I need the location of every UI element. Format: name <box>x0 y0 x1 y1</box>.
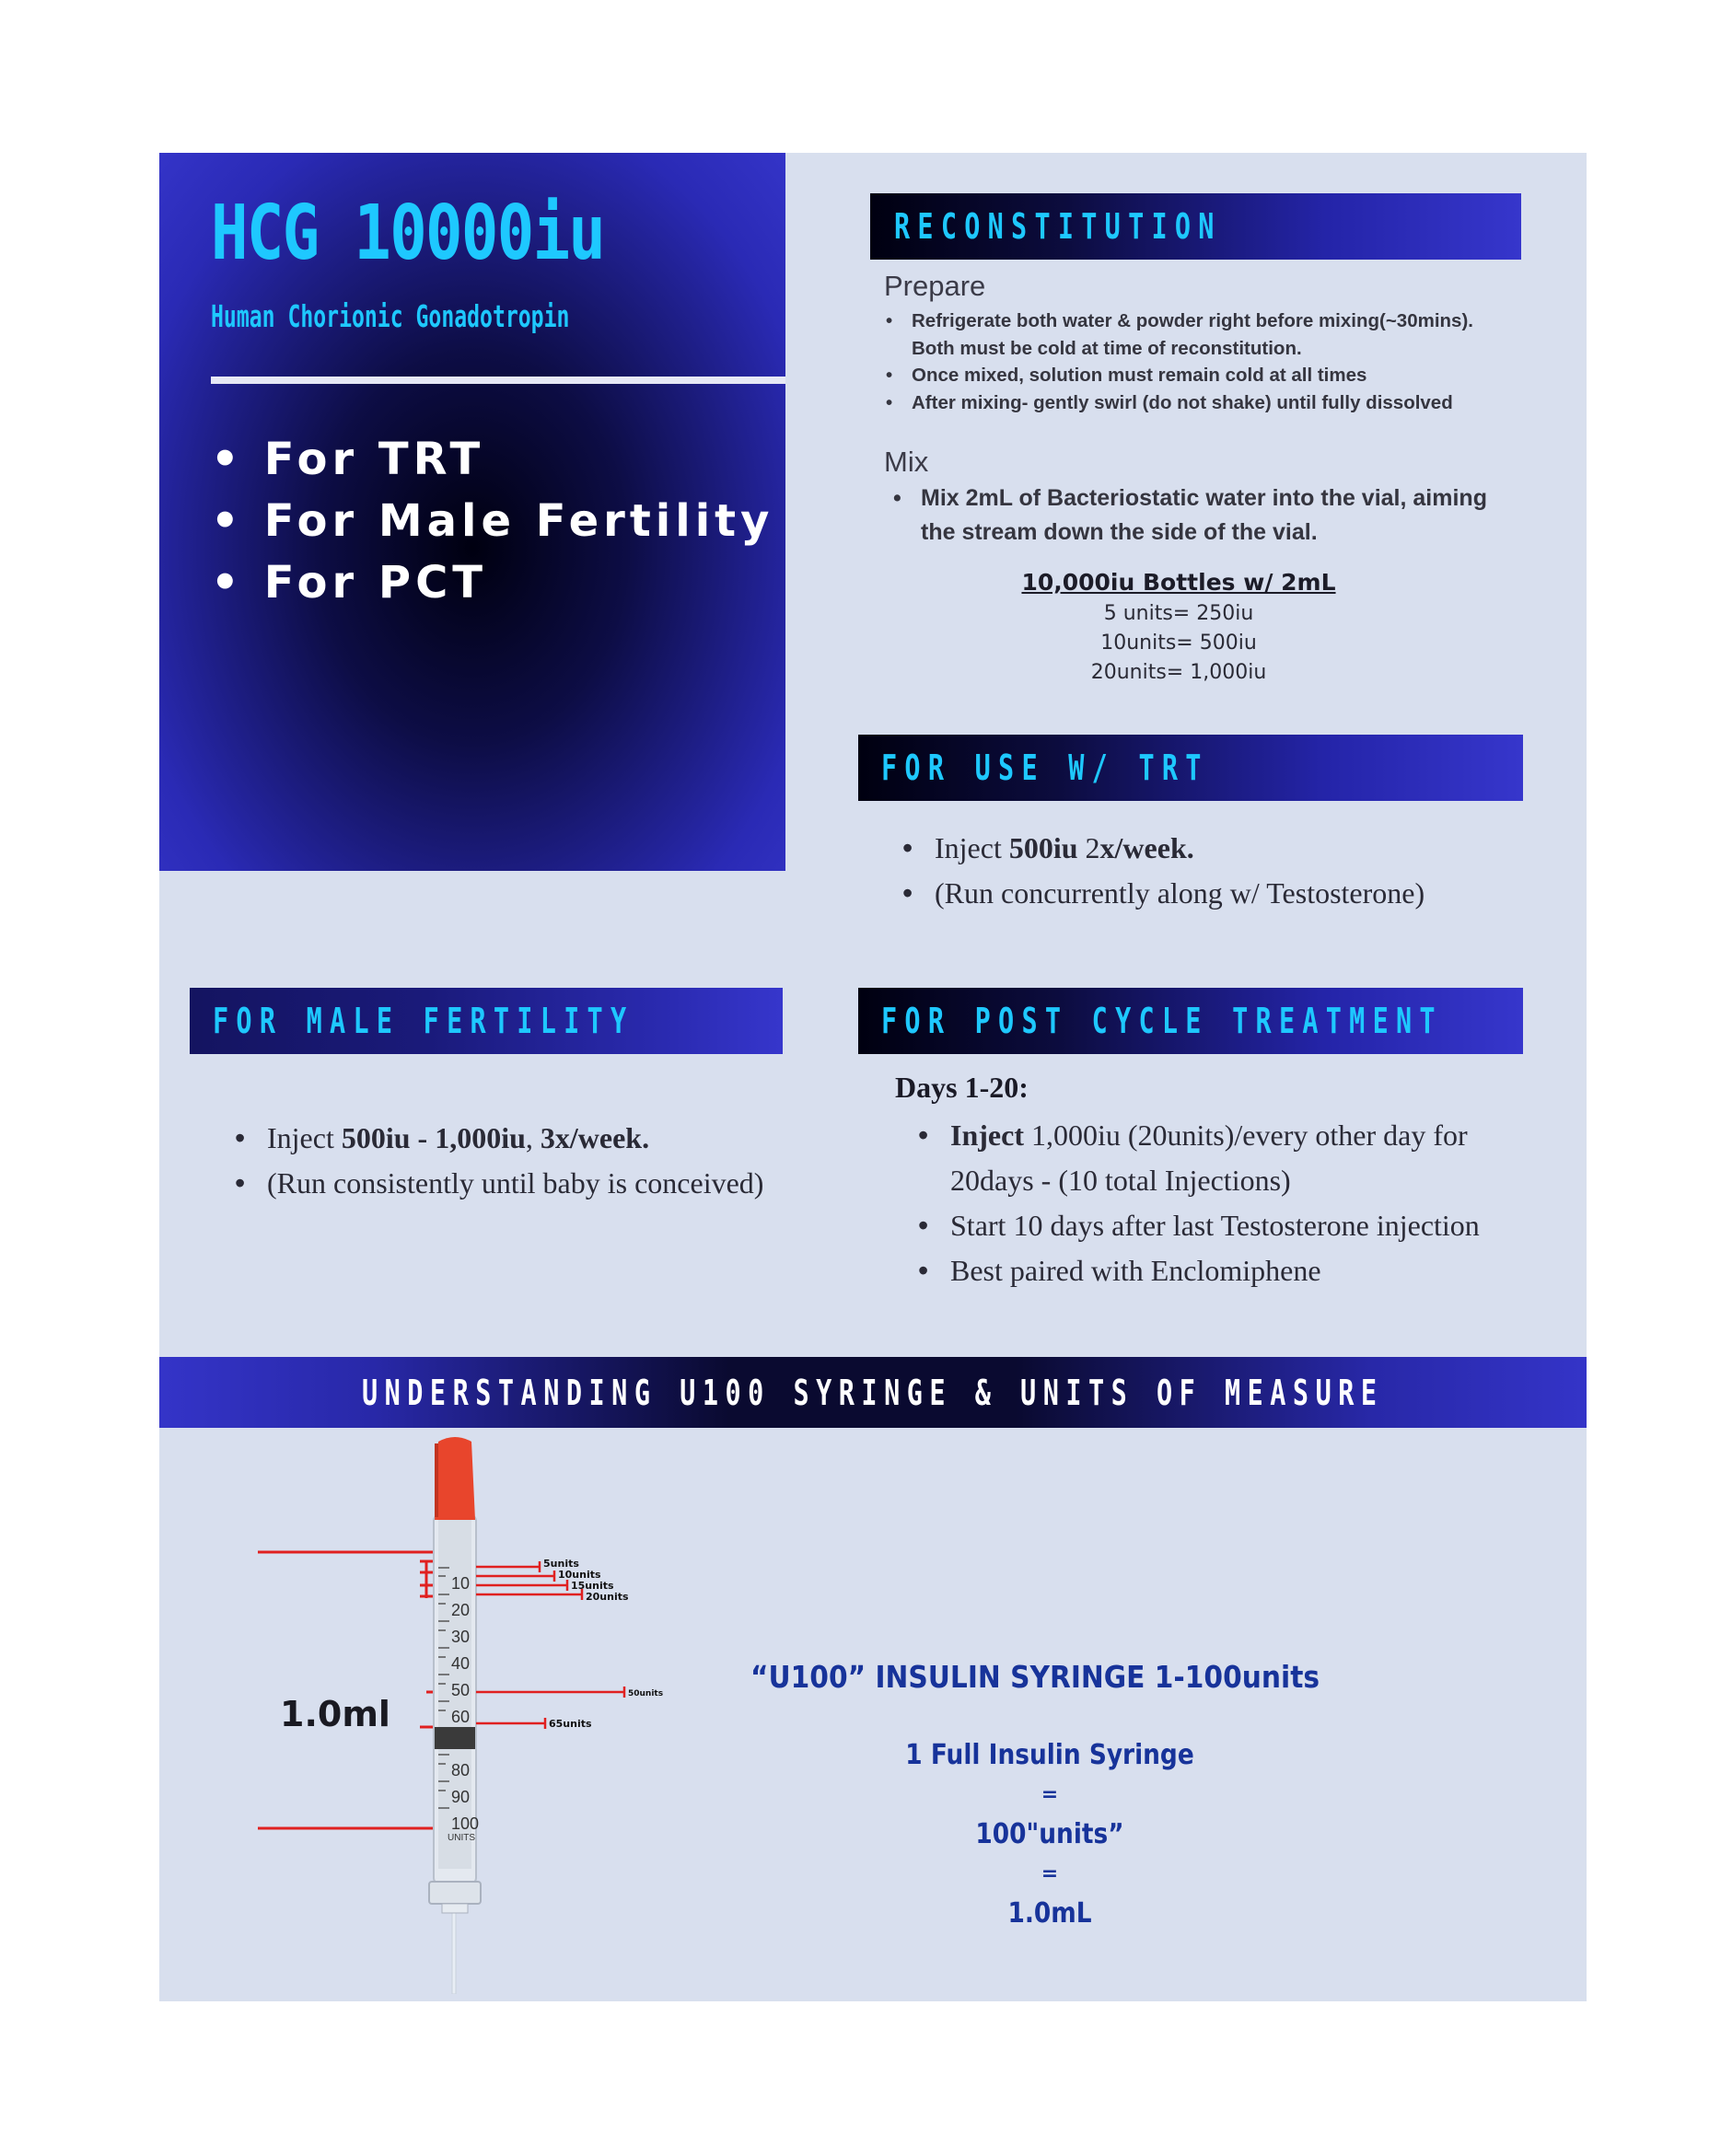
callout-label: 10units <box>558 1569 601 1581</box>
eq-symbol: = <box>1041 1862 1059 1885</box>
uses-list <box>211 429 773 614</box>
callout-label: 20units <box>586 1591 629 1603</box>
product-title: HCG 10000iu <box>211 190 605 277</box>
callout-label: 15units <box>571 1580 614 1592</box>
dose-line: 10units= 500iu <box>1100 632 1257 655</box>
eq-line: 1.0mL <box>1007 1897 1092 1930</box>
barrel-number: 60 <box>451 1708 471 1726</box>
measure-lines <box>258 1543 433 1837</box>
mix-label: Mix <box>884 446 929 478</box>
syringe-banner <box>159 1357 1587 1428</box>
barrel-number: 40 <box>451 1654 471 1673</box>
dose-line: 20units= 1,000iu <box>1090 661 1267 684</box>
list-item: • After mixing- gently swirl (do not shake) until fully dissolved <box>884 389 1510 417</box>
product-subtitle: Human Chorionic Gonadotropin <box>211 298 570 334</box>
section-header-reconstitution <box>870 193 1521 260</box>
syringe-stopper <box>435 1727 475 1749</box>
barrel-number: 20 <box>451 1601 471 1619</box>
dose-table <box>930 566 1427 688</box>
prepare-list <box>884 307 1510 416</box>
use-item: • For Male Fertility <box>211 491 773 552</box>
list-item: • Inject 500iu 2x/week. <box>898 826 1487 871</box>
list-item: • Once mixed, solution must remain cold at all times <box>884 362 1510 389</box>
eq-line: 1 Full Insulin Syringe <box>905 1739 1194 1771</box>
use-item: • For PCT <box>211 552 773 614</box>
pct-list <box>913 1113 1521 1293</box>
pct-days-label: Days 1-20: <box>895 1071 1029 1104</box>
list-item: • (Run consistently until baby is conceived) <box>230 1161 783 1206</box>
equivalence-block <box>856 1735 1243 1934</box>
section-header-pct <box>858 988 1523 1054</box>
barrel-number: 100 <box>451 1814 480 1833</box>
section-heading: FOR POST CYCLE TREATMENT <box>881 1001 1443 1041</box>
section-heading: FOR MALE FERTILITY <box>213 1001 634 1041</box>
list-item: • Inject 500iu - 1,000iu, 3x/week. <box>230 1116 783 1161</box>
syringe-flange <box>429 1882 481 1904</box>
hero-panel <box>159 153 785 871</box>
list-item: • Refrigerate both water & powder right before mixing(~30mins). Both must be cold at time of reconstitution. <box>884 307 1510 362</box>
fertility-list <box>230 1116 783 1206</box>
callout-label: 5units <box>543 1558 579 1570</box>
dose-title: 10,000iu Bottles w/ 2mL <box>1021 569 1336 596</box>
barrel-number: 30 <box>451 1628 471 1646</box>
volume-label: 1.0ml <box>280 1694 390 1734</box>
list-item: • Best paired with Enclomiphene <box>913 1248 1521 1293</box>
list-item: • Start 10 days after last Testosterone injection <box>913 1203 1521 1248</box>
barrel-number: 90 <box>451 1788 471 1806</box>
u100-title: “U100” INSULIN SYRINGE 1-100units <box>750 1659 1320 1695</box>
hero-divider <box>211 377 785 384</box>
barrel-number: 80 <box>451 1761 471 1779</box>
mix-list <box>891 481 1527 550</box>
section-heading: RECONSTITUTION <box>894 206 1222 247</box>
syringe-cap <box>435 1437 475 1520</box>
eq-line: 100"units” <box>975 1818 1124 1850</box>
list-item: • (Run concurrently along w/ Testosterone) <box>898 871 1487 916</box>
trt-list <box>898 826 1487 916</box>
section-header-trt <box>858 735 1523 801</box>
banner-title: UNDERSTANDING U100 SYRINGE & UNITS OF MEASURE <box>362 1372 1384 1413</box>
eq-symbol: = <box>1041 1783 1059 1806</box>
callout-label: 50units <box>628 1689 664 1698</box>
barrel-number: 50 <box>451 1681 471 1699</box>
prepare-label: Prepare <box>884 270 986 302</box>
dose-line: 5 units= 250iu <box>1103 602 1254 625</box>
barrel-units-label: UNITS <box>448 1833 475 1843</box>
list-item: • Inject 1,000iu (20units)/every other day for 20days - (10 total Injections) <box>913 1113 1521 1203</box>
section-heading: FOR USE W/ TRT <box>881 748 1209 788</box>
callout-label: 65units <box>549 1718 592 1730</box>
section-header-fertility <box>190 988 783 1054</box>
use-item: • For TRT <box>211 429 773 491</box>
list-item: • Mix 2mL of Bacteriostatic water into the vial, aiming the stream down the side of the vial. <box>891 481 1527 550</box>
barrel-number: 10 <box>451 1574 471 1593</box>
